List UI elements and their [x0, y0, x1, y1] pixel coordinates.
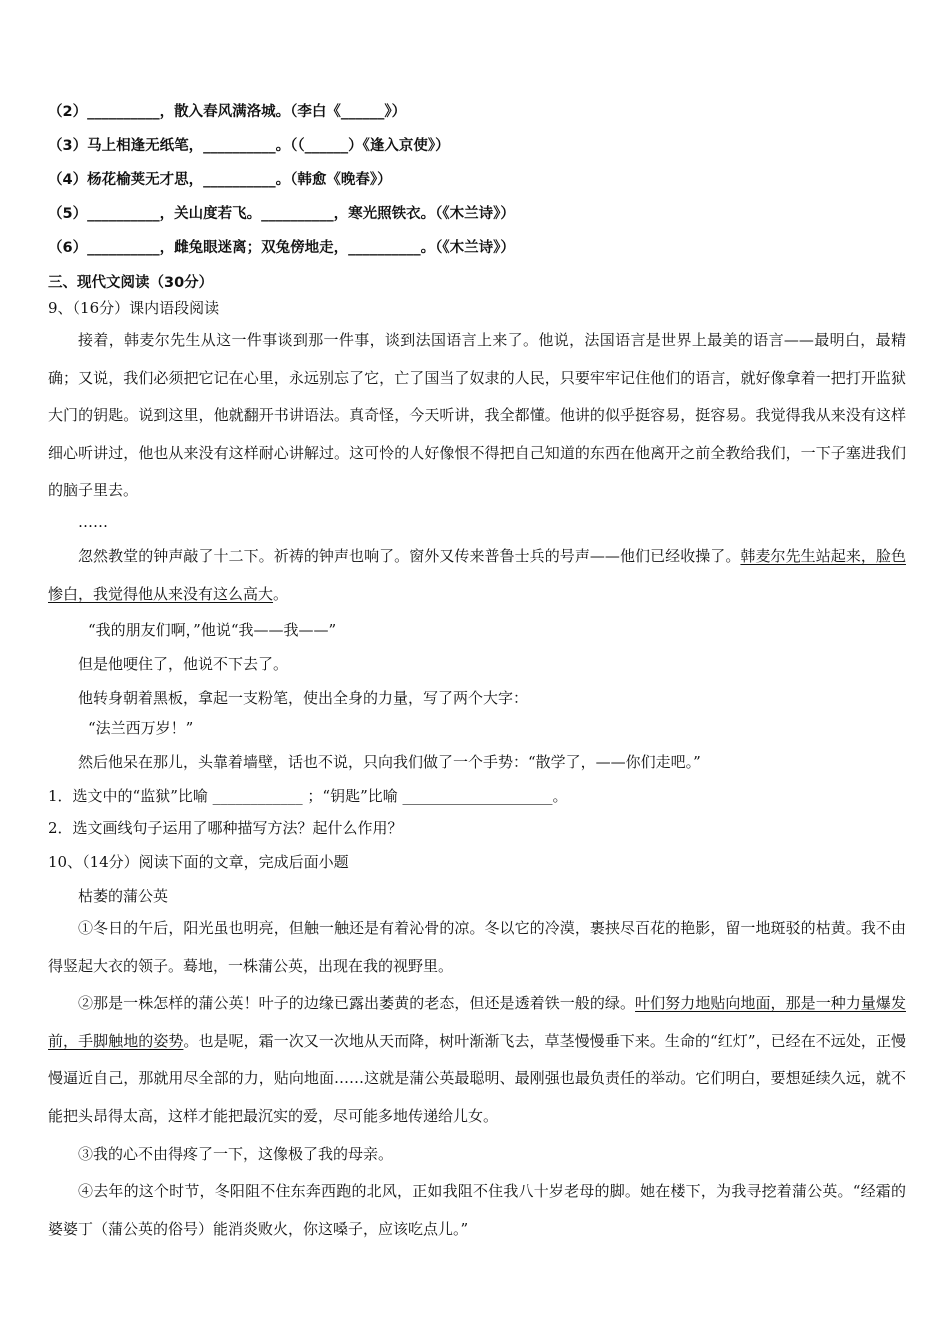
q10-heading: 10、（14分）阅读下面的文章，完成后面小题 [48, 853, 349, 871]
q9-subquestion-2: 2．选文画线句子运用了哪种描写方法？起什么作用？ [48, 819, 403, 837]
p2-rest: 。也是呢，霜一次又一次地从天而降，树叶渐渐飞去，草茎慢慢垂下来。生命的“红灯”，已经在不远处，正慢慢逼近自己，那就用尽全部的力，贴向地面……这就是蒲公英最聪明、最刚强也最负责任的举动。它们明白，要想延续久远，就不能把头昂得太高，这样才能把最沉实的爱，尽可能多地传递给儿女。 [48, 1031, 906, 1125]
q9-subquestion-1: 1．选文中的“监狱”比喻 ____________ ；“钥匙”比喻 ____________________。 [48, 787, 568, 805]
q10-paragraph-4: ④去年的这个时节，冬阳阻不住东奔西跑的北风，正如我阻不住我八十岁老母的脚。她在楼下，为我寻挖着蒲公英。“经霜的婆婆丁（蒲公英的俗号）能消炎败火，你这嗓子，应该吃点儿。” [48, 1182, 906, 1238]
q10-paragraph-2 [48, 985, 906, 1135]
q9-line-choked: 但是他哽住了，他说不下去了。 [78, 655, 289, 673]
q9-ellipsis: …… [78, 513, 108, 531]
para2-plain: 忽然教堂的钟声敲了十二下。祈祷的钟声也响了。窗外又传来普鲁士兵的号声——他们已经收操了。 [78, 547, 741, 565]
fill-item-6: （6）__________，雌兔眼迷离；双兔傍地走，__________。（《木兰诗》） [48, 240, 515, 256]
underlined-sentence: 韩麦尔先生站起来，脸色惨白，我觉得他从来没有这么高大 [48, 547, 906, 603]
q9-quote-vive-la-france: “法兰西万岁！” [88, 719, 194, 737]
q9-quote-friends: “我的朋友们啊，”他说“我——我——” [88, 621, 337, 639]
q9-heading: 9、（16分）课内语段阅读 [48, 299, 220, 317]
q10-paragraph-3: ③我的心不由得疼了一下，这像极了我的母亲。 [78, 1145, 394, 1163]
q9-passage-para2 [48, 538, 906, 613]
p2-underlined-sentence: 叶们努力地贴向地面，那是一种力量爆发前，手脚触地的姿势 [48, 994, 906, 1050]
section-heading: 三、现代文阅读（30分） [48, 275, 214, 291]
para2-end: 。 [273, 584, 289, 603]
fill-item-2: （2）__________，散入春风满洛城。（李白《______》） [48, 104, 407, 120]
q9-line-dismissed: 然后他呆在那儿，头靠着墙壁，话也不说，只向我们做了一个手势：“散学了，——你们走吧。” [78, 753, 701, 771]
fill-item-3: （3）马上相逢无纸笔，__________。（（______）《逢入京使》） [48, 138, 450, 154]
q10-paragraph-1: ①冬日的午后，阳光虽也明亮，但触一触还是有着沁骨的凉。冬以它的冷漠，裹挟尽百花的艳影，留一地斑驳的枯黄。我不由得竖起大衣的领子。蓦地，一株蒲公英，出现在我的视野里。 [48, 919, 906, 975]
fill-item-4: （4）杨花榆荚无才思，__________。（韩愈《晚春》） [48, 172, 392, 188]
q9-passage-para1: 接着，韩麦尔先生从这一件事谈到那一件事，谈到法国语言上来了。他说，法国语言是世界上最美的语言——最明白，最精确；又说，我们必须把它记在心里，永远别忘了它，亡了国当了奴隶的人民，只要牢牢记住他们的语言，就好像拿着一把打开监狱大门的钥匙。说到这里，他就翻开书讲语法。真奇怪，今天听讲，我全都懂。他讲的似乎挺容易，挺容易。我觉得我从来没有这样细心听讲过，他也从来没有这样耐心讲解过。这可怜的人好像恨不得把自己知道的东西在他离开之前全教给我们，一下子塞进我们的脑子里去。 [48, 331, 906, 499]
q10-article-title: 枯萎的蒲公英 [78, 887, 169, 905]
p2-start: ②那是一株怎样的蒲公英！叶子的边缘已露出萎黄的老态，但还是透着铁一般的绿。 [78, 994, 636, 1012]
fill-item-5: （5）__________，关山度若飞。__________，寒光照铁衣。（《木兰诗》） [48, 206, 515, 222]
q9-line-blackboard: 他转身朝着黑板，拿起一支粉笔，使出全身的力量，写了两个大字： [78, 689, 529, 707]
